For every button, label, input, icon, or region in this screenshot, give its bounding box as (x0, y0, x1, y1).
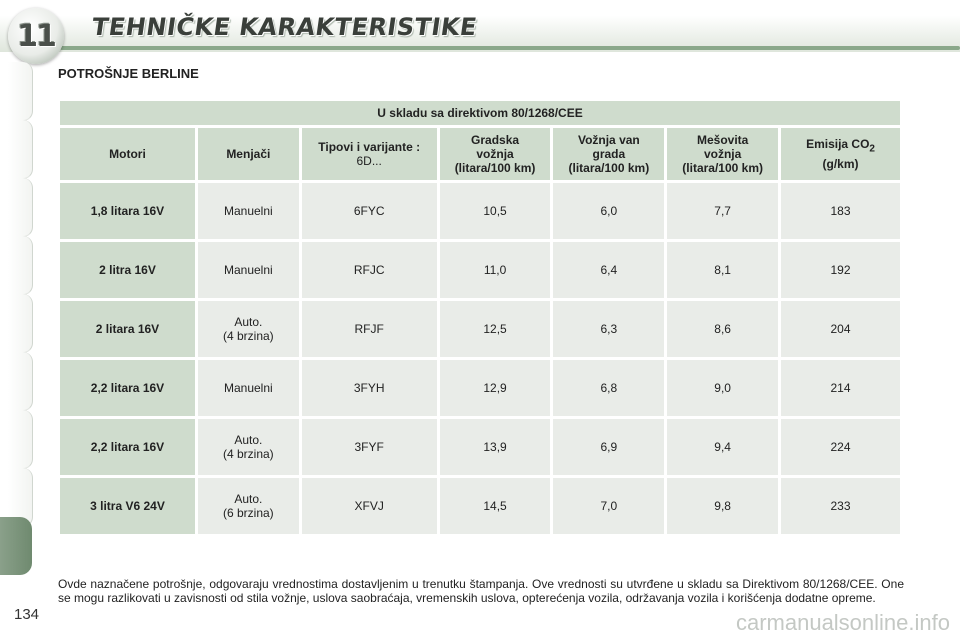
engine-cell: 2,2 litara 16V (60, 360, 195, 416)
engine-cell: 1,8 litara 16V (60, 183, 195, 239)
gearbox-cell (198, 183, 299, 239)
gearbox-line: (6 brzina) (222, 506, 274, 520)
combined-cell: 8,6 (667, 301, 778, 357)
type-cell: 3FYH (302, 360, 437, 416)
header-urban-l3: (litara/100 km) (454, 161, 536, 175)
table-row (60, 183, 900, 239)
co2-cell: 204 (781, 301, 900, 357)
chapter-tab[interactable] (8, 120, 33, 179)
co2-cell: 183 (781, 183, 900, 239)
type-cell: XFVJ (302, 478, 437, 534)
combined-cell: 9,8 (667, 478, 778, 534)
header-extra-urban-l1: Vožnja van (577, 133, 640, 147)
chapter-title: TEHNIČKE KARAKTERISTIKE (90, 13, 479, 41)
combined-cell: 7,7 (667, 183, 778, 239)
footnote: Ovde naznačene potrošnje, odgovaraju vrednostima dostavljenim u trenutku štampanja. Ove vrednosti su utvrđene u skladu sa Direktivom 80/1268/CEE. One se mogu razlikovati u zavisnosti od stila vožnje, uslova saobraćaja, vremenskih uslova, opterećenja vozila, održavanja vozila i korišćenja dodatne opreme. (58, 577, 904, 605)
header-extra-urban (553, 128, 664, 180)
consumption-table (57, 98, 903, 537)
gearbox-line: Auto. (234, 492, 263, 506)
chapter-tab[interactable] (8, 62, 33, 121)
extra-urban-cell: 6,3 (553, 301, 664, 357)
header-urban (440, 128, 551, 180)
header-co2-unit: (g/km) (822, 156, 859, 171)
co2-cell: 192 (781, 242, 900, 298)
combined-cell: 8,1 (667, 242, 778, 298)
extra-urban-cell: 6,4 (553, 242, 664, 298)
type-cell: RFJF (302, 301, 437, 357)
chapter-tab[interactable] (8, 352, 33, 411)
chapter-badge (8, 8, 64, 64)
table-body (60, 183, 900, 534)
header-types-label: Tipovi i varijante : (318, 140, 421, 154)
table-row (60, 478, 900, 534)
chapter-number: 11 (17, 18, 55, 54)
urban-cell: 10,5 (440, 183, 551, 239)
gearbox-cell (198, 419, 299, 475)
type-cell: 6FYC (302, 183, 437, 239)
header-combined (667, 128, 778, 180)
gearbox-line: Manuelni (223, 204, 273, 218)
gearbox-line: Auto. (234, 433, 263, 447)
header-urban-l2: vožnja (476, 147, 514, 161)
type-cell: RFJC (302, 242, 437, 298)
section-title: POTROŠNJE BERLINE (58, 66, 199, 81)
header-combined-l2: vožnja (703, 147, 742, 161)
header-types-code: 6D... (356, 154, 382, 168)
chapter-tab[interactable] (8, 236, 33, 295)
gearbox-cell (198, 478, 299, 534)
gearbox-line: Auto. (234, 315, 263, 329)
header-combined-l1: Mešovita (696, 133, 749, 147)
header-co2-sub: 2 (869, 143, 875, 155)
chapter-tab-active[interactable] (0, 517, 32, 575)
gearbox-line: (4 brzina) (222, 329, 274, 343)
gearbox-line: Manuelni (223, 263, 273, 277)
table-row (60, 242, 900, 298)
urban-cell: 13,9 (440, 419, 551, 475)
table-header-row (60, 128, 900, 180)
chapter-tabs (0, 62, 36, 582)
header-combined-l3: (litara/100 km) (682, 161, 763, 175)
extra-urban-cell: 6,8 (553, 360, 664, 416)
gearbox-cell (198, 242, 299, 298)
urban-cell: 14,5 (440, 478, 551, 534)
extra-urban-cell: 6,9 (553, 419, 664, 475)
table-row (60, 360, 900, 416)
engine-cell: 2 litara 16V (60, 301, 195, 357)
co2-cell: 233 (781, 478, 900, 534)
gearbox-cell (198, 360, 299, 416)
extra-urban-cell: 7,0 (553, 478, 664, 534)
table-row (60, 419, 900, 475)
urban-cell: 12,5 (440, 301, 551, 357)
urban-cell: 11,0 (440, 242, 551, 298)
watermark: carmanualsonline.info (735, 610, 950, 635)
combined-cell: 9,0 (667, 360, 778, 416)
table-caption: U skladu sa direktivom 80/1268/CEE (60, 101, 900, 125)
type-cell: 3FYF (302, 419, 437, 475)
co2-cell: 214 (781, 360, 900, 416)
gearbox-line: Manuelni (223, 381, 273, 395)
header-co2-label: Emisija CO (806, 137, 870, 152)
gearbox-cell (198, 301, 299, 357)
table-row (60, 301, 900, 357)
header-urban-l1: Gradska (471, 133, 520, 147)
header-extra-urban-l2: grada (592, 147, 626, 161)
header-extra-urban-l3: (litara/100 km) (568, 161, 650, 175)
header-rule (60, 46, 960, 50)
engine-cell: 3 litra V6 24V (60, 478, 195, 534)
engine-cell: 2 litra 16V (60, 242, 195, 298)
chapter-tab[interactable] (8, 294, 33, 353)
combined-cell: 9,4 (667, 419, 778, 475)
gearbox-line: (4 brzina) (222, 447, 274, 461)
header-co2 (781, 128, 900, 180)
chapter-tab[interactable] (8, 410, 33, 469)
extra-urban-cell: 6,0 (553, 183, 664, 239)
header-engine: Motori (60, 128, 195, 180)
urban-cell: 12,9 (440, 360, 551, 416)
engine-cell: 2,2 litara 16V (60, 419, 195, 475)
header-types (302, 128, 437, 180)
co2-cell: 224 (781, 419, 900, 475)
page-number: 134 (14, 606, 40, 623)
chapter-tab[interactable] (8, 178, 33, 237)
header-gearbox: Menjači (198, 128, 299, 180)
